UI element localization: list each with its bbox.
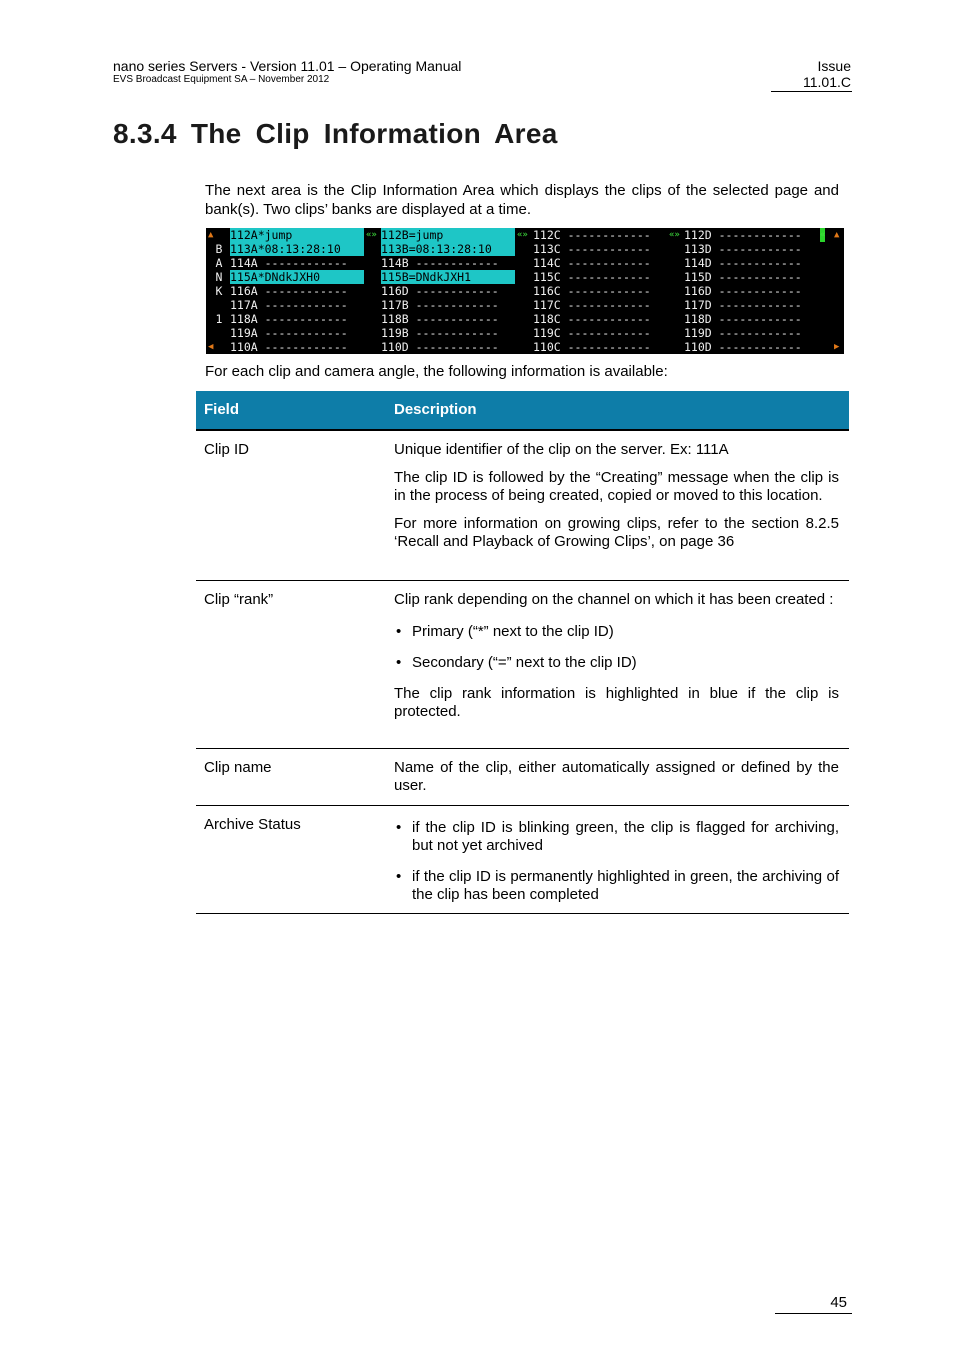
- clip-cell: N: [215, 270, 223, 284]
- document-subtitle: EVS Broadcast Equipment SA – November 2012: [113, 74, 330, 85]
- clip-cell: 112D ------------: [684, 228, 802, 242]
- clip-cell: 1: [215, 312, 223, 326]
- clip-cell: 110D ------------: [381, 340, 499, 354]
- bullet-item: • if the clip ID is permanently highlighted in green, the archiving of the clip has been completed: [394, 868, 839, 904]
- clip-cell: [212, 228, 226, 242]
- field-clip-rank: Clip “rank”: [204, 591, 274, 608]
- clip-cell: 114C ------------: [533, 256, 651, 270]
- bullet-item: • Secondary (“=” next to the clip ID): [394, 654, 839, 672]
- clip-cell: 110A ------------: [230, 340, 348, 354]
- desc-text: Clip rank depending on the channel on which it has been created :: [394, 591, 834, 608]
- clip-information-screenshot: [206, 228, 844, 354]
- marker-icon: «»: [669, 230, 680, 240]
- clip-cell: 112C ------------: [533, 228, 651, 242]
- document-title: nano series Servers - Version 11.01 – Operating Manual: [113, 58, 462, 74]
- clip-cell: 118B ------------: [381, 312, 499, 326]
- section-heading: 8.3.4 The Clip Information Area: [113, 118, 558, 149]
- bullet-item: • if the clip ID is blinking green, the clip is flagged for archiving, but not yet archived: [394, 819, 839, 855]
- field-clip-name: Clip name: [204, 759, 272, 776]
- marker-icon: «: [820, 230, 826, 240]
- clip-cell: B: [215, 242, 223, 256]
- clip-cell: [212, 326, 226, 340]
- table-row: [196, 749, 849, 806]
- clip-cell: 118A ------------: [230, 312, 348, 326]
- table-row: [196, 581, 849, 749]
- field-archive-status: Archive Status: [204, 816, 301, 833]
- clip-cell: 116C ------------: [533, 284, 651, 298]
- clip-cell: 119B ------------: [381, 326, 499, 340]
- clip-cell: 114B ------------: [381, 256, 499, 270]
- clip-cell: 113A*08:13:28:10: [230, 242, 364, 256]
- clip-cell: 118D ------------: [684, 312, 802, 326]
- clip-cell: 117B ------------: [381, 298, 499, 312]
- clip-cell: 113D ------------: [684, 242, 802, 256]
- clip-cell: A: [215, 256, 223, 270]
- desc-text: Unique identifier of the clip on the server. Ex: 111A: [394, 441, 729, 458]
- clip-row: [206, 242, 844, 256]
- clip-cell: 118C ------------: [533, 312, 651, 326]
- clip-cell: 112A*jump: [230, 228, 364, 242]
- header-description: Description: [394, 401, 477, 418]
- clip-cell: 117D ------------: [684, 298, 802, 312]
- marker-icon: «»: [517, 230, 528, 240]
- clip-cell: 116D ------------: [684, 284, 802, 298]
- table-row: [196, 806, 849, 914]
- clip-cell: 116A ------------: [230, 284, 348, 298]
- clip-cell: 110C ------------: [533, 340, 651, 354]
- clip-row: [206, 340, 844, 354]
- clip-row: [206, 312, 844, 326]
- header-rule: [771, 91, 852, 92]
- scroll-arrow-icon: ◀: [208, 342, 214, 352]
- field-description-table: [196, 391, 849, 914]
- desc-text: The clip rank information is highlighted in blue if the clip is protected.: [394, 685, 839, 720]
- clip-cell: [212, 298, 226, 312]
- desc-archive-status: [394, 806, 839, 904]
- issue-label: Issue: [817, 58, 851, 74]
- clip-cell: 112B=jump: [381, 228, 515, 242]
- header-field: Field: [204, 401, 240, 418]
- table-row: [196, 431, 849, 581]
- clip-cell: 115C ------------: [533, 270, 651, 284]
- clip-cell: 113B=08:13:28:10: [381, 242, 515, 256]
- clip-cell: 119C ------------: [533, 326, 651, 340]
- clip-cell: 115A*DNdkJXH0: [230, 270, 364, 284]
- clip-cell: 116D ------------: [381, 284, 499, 298]
- clip-cell: 119D ------------: [684, 326, 802, 340]
- bullet-item: • Primary (“*” next to the clip ID): [394, 623, 839, 641]
- clip-cell: 114A ------------: [230, 256, 348, 270]
- clip-cell: 119A ------------: [230, 326, 348, 340]
- clip-row: [206, 284, 844, 298]
- desc-text: Name of the clip, either automatically assigned or defined by the user.: [394, 759, 839, 794]
- footer-rule: [775, 1313, 852, 1314]
- clip-cell: 114D ------------: [684, 256, 802, 270]
- table-header: [196, 391, 849, 431]
- desc-clip-name: [394, 749, 839, 795]
- desc-text: The clip ID is followed by the “Creating” message when the clip is in the process of being created, copied or moved to this location.: [394, 469, 839, 504]
- desc-text: For more information on growing clips, refer to the section 8.2.5 ‘Recall and Playback of Growing Clips’, on page 36: [394, 515, 839, 550]
- marker-icon: «»: [366, 230, 377, 240]
- clip-row: [206, 326, 844, 340]
- clip-row: [206, 298, 844, 312]
- clip-cell: 113C ------------: [533, 242, 651, 256]
- scroll-arrow-icon: ▲: [208, 230, 214, 240]
- page-number: 45: [830, 1294, 847, 1311]
- scroll-arrow-icon: ▶: [834, 342, 840, 352]
- clip-cell: 110D ------------: [684, 340, 802, 354]
- field-clip-id: Clip ID: [204, 441, 250, 458]
- clip-row: [206, 270, 844, 284]
- scroll-arrow-icon: ▲: [834, 230, 840, 240]
- clip-cell: 117A ------------: [230, 298, 348, 312]
- clip-cell: 115D ------------: [684, 270, 802, 284]
- desc-clip-id: [394, 431, 839, 551]
- intro-paragraph: The next area is the Clip Information Area which displays the clips of the selected page and bank(s). Two clips’ banks are displayed at a time.: [205, 182, 839, 218]
- clip-cell: [212, 340, 226, 354]
- clip-row: [206, 228, 844, 242]
- clip-row: [206, 256, 844, 270]
- clip-cell: 117C ------------: [533, 298, 651, 312]
- clip-cell: 115B=DNdkJXH1: [381, 270, 515, 284]
- clip-cell: K: [215, 284, 223, 298]
- desc-clip-rank: [394, 581, 839, 721]
- lead-in-paragraph: For each clip and camera angle, the following information is available:: [205, 363, 668, 380]
- issue-value: 11.01.C: [803, 74, 851, 90]
